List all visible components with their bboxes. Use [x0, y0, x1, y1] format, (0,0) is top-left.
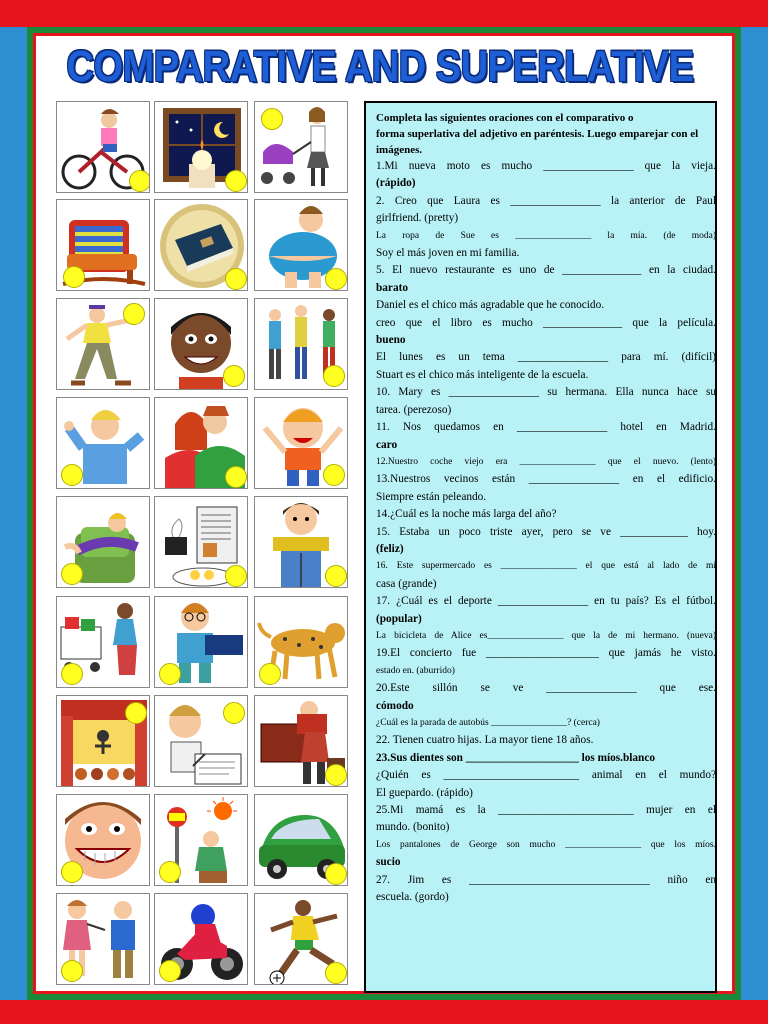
exercise-line: 10. Mary es ________________ su hermana. Ella nunca hace su: [376, 386, 716, 399]
exercise-line: estado en. (aburrido): [376, 665, 455, 676]
exercise-line: ¿Cuál es la parada de autobús ________________? (cerca): [376, 718, 600, 728]
exercise-line: 27. Jim es ________________________________ niño en: [376, 873, 716, 886]
answer-circle[interactable]: [61, 861, 83, 883]
border-blue-left: [0, 27, 27, 1000]
exercise-line: barato: [376, 281, 409, 294]
answer-circle[interactable]: [325, 863, 347, 885]
answer-circle[interactable]: [223, 702, 245, 724]
exercise-line: tarea. (perezoso): [376, 403, 452, 416]
exercise-line: 20.Este sillón se ve ________________ que ese.: [376, 682, 716, 695]
exercise-line: Daniel es el chico más agradable que he conocido.: [376, 299, 605, 312]
picture-grinning-face: [56, 794, 150, 886]
exercise-line: 17. ¿Cuál es el deporte ________________ en tu país? Es el fútbol.: [376, 595, 716, 608]
answer-circle[interactable]: [61, 464, 83, 486]
picture-boy-in-jeans: [254, 496, 348, 588]
picture-group-of-teens: [254, 298, 348, 390]
answer-circle[interactable]: [125, 702, 147, 724]
answer-circle[interactable]: [61, 563, 83, 585]
exercise-line: cómodo: [376, 699, 414, 712]
answer-circle[interactable]: [123, 303, 145, 325]
answer-circle[interactable]: [61, 960, 83, 982]
exercise-line: (feliz): [376, 542, 404, 555]
answer-circle[interactable]: [223, 365, 245, 387]
exercise-line: La ropa de Sue es ________________ la mía. (de moda): [376, 230, 716, 241]
exercise-line: 1.Mi nueva moto es mucho ________________ que la vieja.: [376, 160, 716, 172]
exercise-line: 25.Mi mamá es la ________________________ mujer en el: [376, 804, 716, 817]
picture-green-car: [254, 794, 348, 886]
instruction-line: imágenes.: [376, 144, 423, 156]
answer-circle[interactable]: [325, 565, 347, 587]
answer-circle[interactable]: [159, 663, 181, 685]
exercise-text: [376, 110, 768, 906]
exercise-line: sucio: [376, 856, 401, 869]
exercise-line: 16. Este supermercado es ________________ el que está al lado de mi: [376, 561, 716, 572]
answer-circle[interactable]: [159, 861, 181, 883]
picture-dancing-girl: [56, 298, 150, 390]
exercise-line: (rápido): [376, 177, 416, 190]
exercise-line: 19.El concierto fue ____________________ que jamás he visto.: [376, 647, 716, 660]
exercise-line: 15. Estaba un poco triste ayer, pero se ve ____________ hoy.: [376, 525, 716, 538]
answer-circle[interactable]: [225, 466, 247, 488]
picture-boy-reading: [154, 596, 248, 688]
exercise-line: 23.Sus dientes son ____________________ los míos.blanco: [376, 751, 656, 764]
picture-woman-with-pram: [254, 101, 348, 193]
picture-bus-stop-sun: [154, 794, 248, 886]
exercise-line: 5. El nuevo restaurante es uno de ______________ en la ciudad.: [376, 264, 716, 277]
exercise-line: 22. Tienen cuatro hijas. La mayor tiene 18 años.: [376, 734, 594, 747]
picture-shopping-cart: [56, 596, 150, 688]
exercise-line: El lunes es un tema ________________ para mí. (difícil): [376, 351, 716, 364]
exercise-line: mundo. (bonito): [376, 821, 450, 834]
exercise-line: girlfriend. (pretty): [376, 212, 459, 225]
answer-circle[interactable]: [325, 764, 347, 786]
picture-smiling-boy: [154, 298, 248, 390]
instruction-line: forma superlativa del adjetivo en paréntesis. Luego emparejar con el: [376, 128, 699, 140]
answer-circle[interactable]: [225, 565, 247, 587]
exercise-line: Stuart es el chico más inteligente de la escuela.: [376, 368, 589, 381]
border-red-bottom: [0, 1000, 768, 1024]
exercise-line: 11. Nos quedamos en ________________ hotel en Madrid.: [376, 421, 716, 434]
picture-fat-man: [254, 199, 348, 291]
answer-circle[interactable]: [63, 266, 85, 288]
exercise-line: 13.Nuestros vecinos están ________________ en el edificio.: [376, 473, 716, 486]
picture-night-window-candle: [154, 101, 248, 193]
picture-girl-in-armchair: [56, 496, 150, 588]
picture-man-with-boxes: [254, 695, 348, 787]
answer-circle[interactable]: [325, 268, 347, 290]
exercise-line: Los pantalones de George son mucho ________________ que los míos.: [376, 839, 716, 850]
picture-cold-boy: [56, 397, 150, 489]
exercise-line: Soy el más joven en mi familia.: [376, 247, 520, 260]
answer-circle[interactable]: [225, 170, 247, 192]
picture-couple: [154, 397, 248, 489]
picture-motorbike-racer: [154, 893, 248, 985]
answer-circle[interactable]: [225, 268, 247, 290]
exercise-line: creo que el libro es mucho ______________ que la película.: [376, 316, 716, 329]
answer-circle[interactable]: [129, 170, 150, 192]
exercise-line: 12.Nuestro coche viejo era ________________ que el nuevo. (lento): [376, 456, 716, 467]
picture-armchair: [56, 199, 150, 291]
answer-circle[interactable]: [323, 464, 345, 486]
exercise-line: bueno: [376, 334, 406, 347]
picture-arguing-couple: [56, 893, 150, 985]
exercise-line: escuela. (gordo): [376, 891, 449, 904]
exercise-line: 2. Creo que Laura es ________________ la anterior de Paul: [376, 194, 716, 207]
picture-angry-boy: [254, 397, 348, 489]
exercise-line: caro: [376, 438, 398, 451]
answer-circle[interactable]: [323, 365, 345, 387]
exercise-line: El guepardo. (rápido): [376, 786, 473, 799]
picture-man-writing: [154, 695, 248, 787]
answer-circle[interactable]: [159, 960, 181, 982]
answer-circle[interactable]: [261, 108, 283, 130]
picture-breakfast-newspaper: [154, 496, 248, 588]
picture-book: [154, 199, 248, 291]
exercise-line: casa (grande): [376, 577, 437, 590]
answer-circle[interactable]: [259, 663, 281, 685]
picture-woman-cycling: [56, 101, 150, 193]
answer-circle[interactable]: [325, 962, 347, 984]
answer-circle[interactable]: [61, 663, 83, 685]
instruction-line: Completa las siguientes oraciones con el comparativo o: [376, 112, 634, 124]
exercise-line: Siempre están peleando.: [376, 490, 487, 503]
exercise-line: ¿Quién es ________________________ animal en el mundo?: [376, 769, 716, 782]
picture-cheetah: [254, 596, 348, 688]
exercise-line: 14.¿Cuál es la noche más larga del año?: [376, 508, 557, 521]
page-title: COMPARATIVE AND SUPERLATIVE: [66, 42, 694, 92]
border-red-top: [0, 0, 768, 27]
picture-football-player: [254, 893, 348, 985]
exercise-line: La bicicleta de Alice es________________ que la de mi hermano. (nueva): [376, 630, 716, 641]
exercise-line: (popular): [376, 612, 422, 625]
picture-theater-stage: [56, 695, 150, 787]
